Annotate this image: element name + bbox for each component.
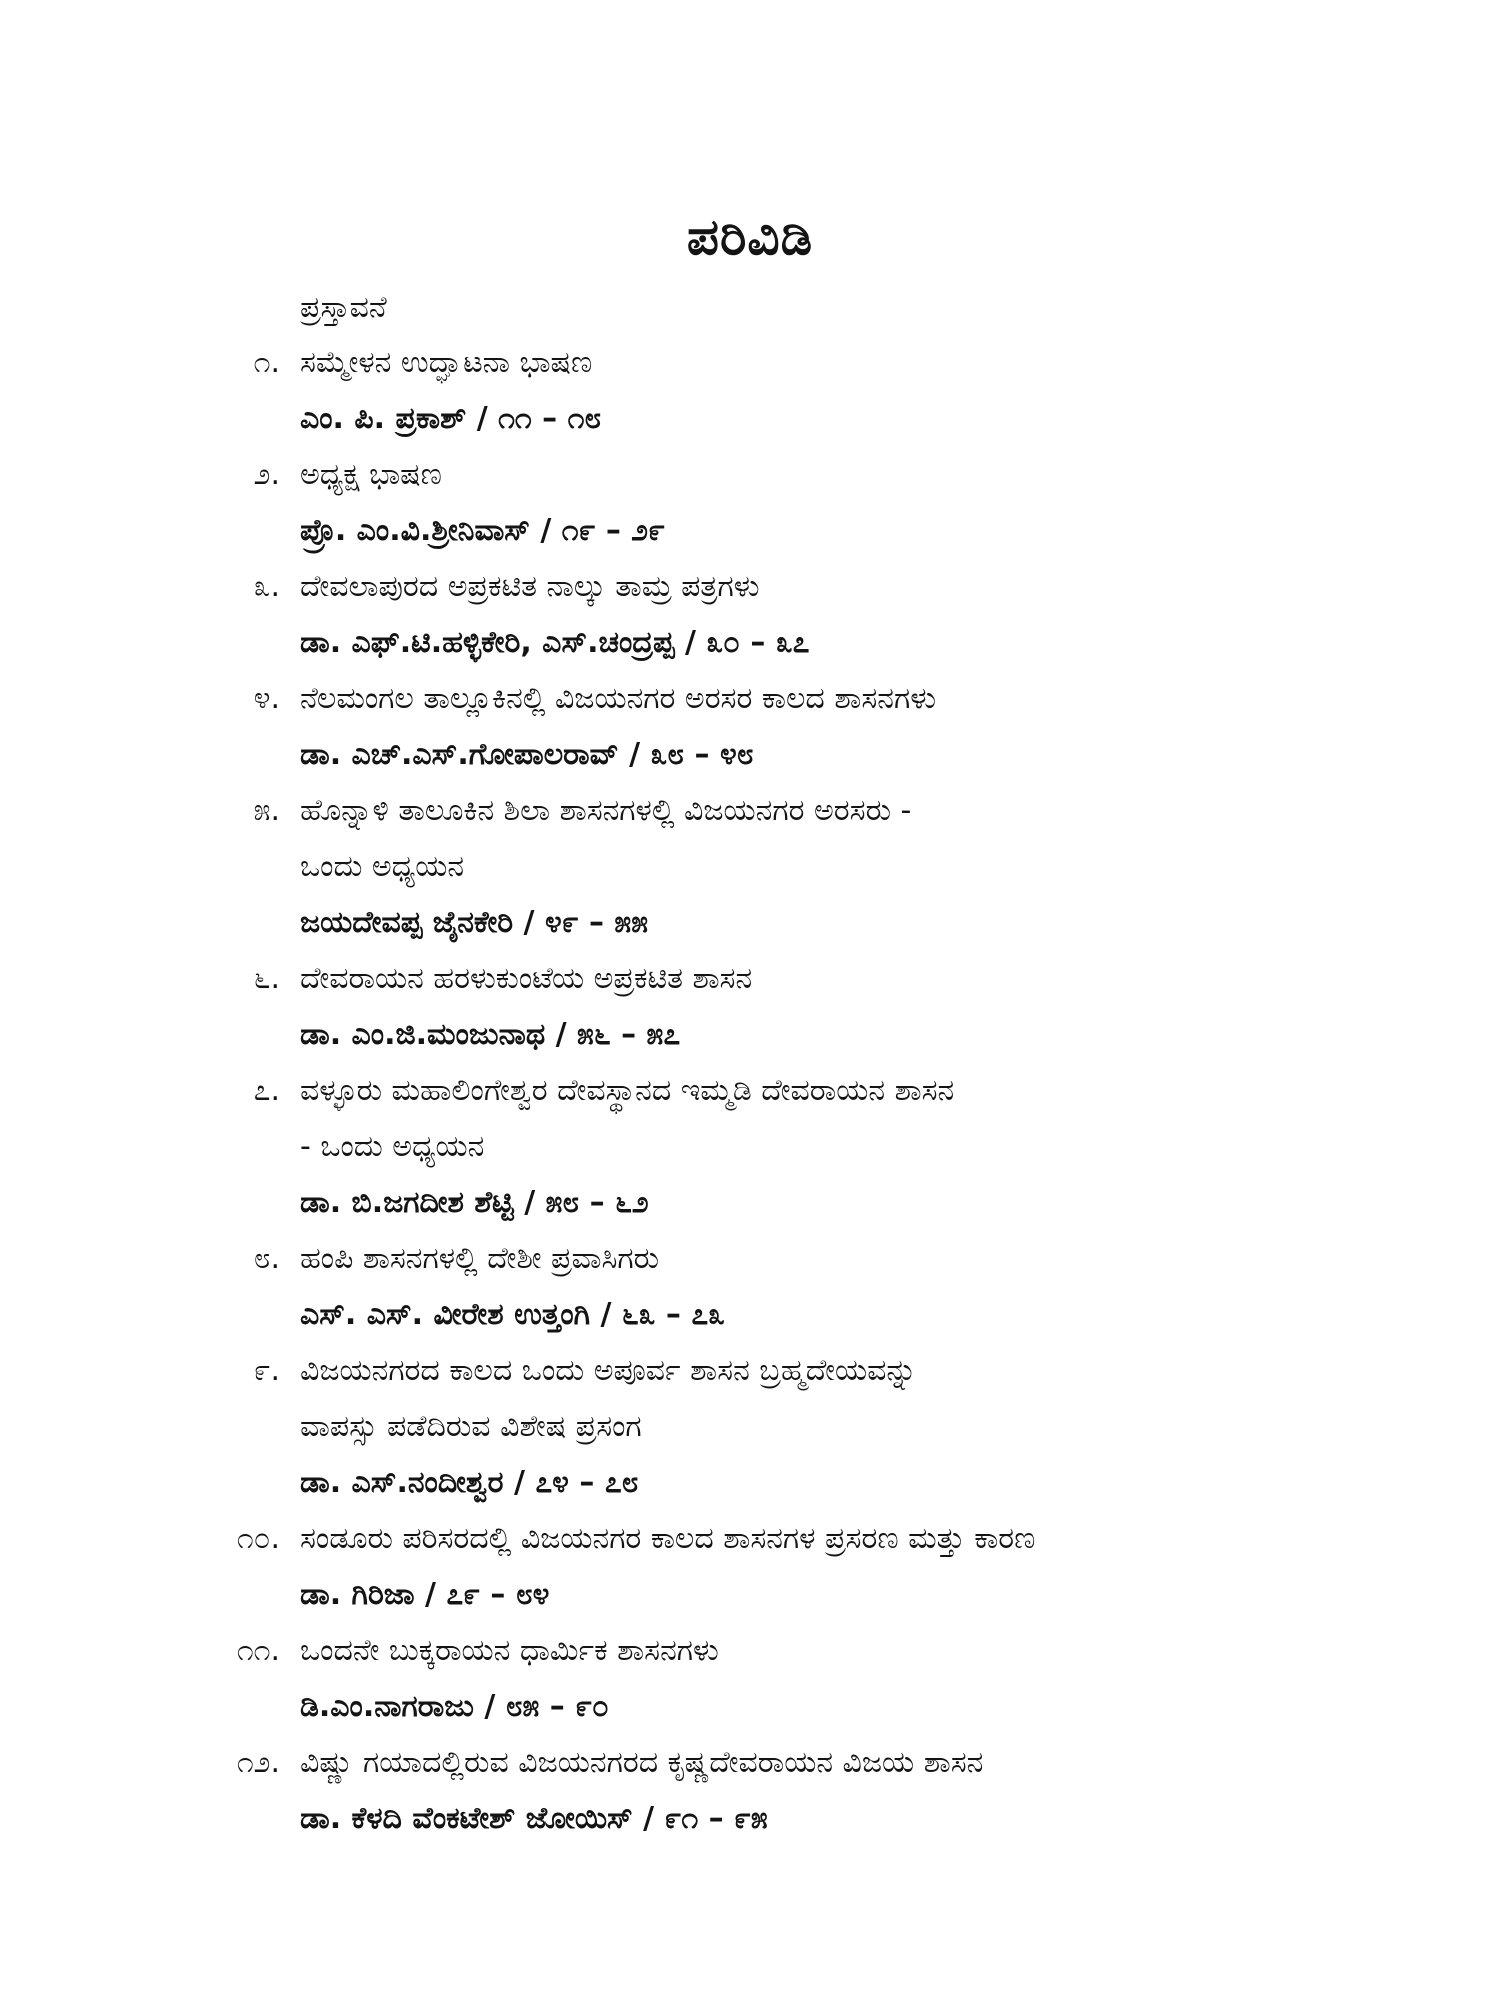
entry-author-pages: ಎಸ್. ಎಸ್. ವೀರೇಶ ಉತ್ತಂಗಿ / ೬೩ – ೭೩ bbox=[300, 1297, 725, 1332]
entry-number: ೫. bbox=[253, 793, 280, 828]
entry-title: ದೇವಲಾಪುರದ ಅಪ್ರಕಟಿತ ನಾಲ್ಕು ತಾಮ್ರ ಪತ್ರಗಳು bbox=[300, 569, 760, 604]
entry-number: ೧. bbox=[253, 345, 280, 380]
entry-title: ಸಂಡೂರು ಪರಿಸರದಲ್ಲಿ ವಿಜಯನಗರ ಕಾಲದ ಶಾಸನಗಳ ಪ್ರಸರಣ ಮತ್ತು ಕಾರಣ bbox=[300, 1521, 1036, 1556]
entry-number: ೩. bbox=[253, 569, 280, 604]
entry-number: ೬. bbox=[253, 961, 280, 996]
entry-number: ೮. bbox=[253, 1241, 280, 1276]
entry-title: ಹಂಪಿ ಶಾಸನಗಳಲ್ಲಿ ದೇಶೀ ಪ್ರವಾಸಿಗರು bbox=[300, 1241, 660, 1276]
entry-number: ೪. bbox=[253, 681, 280, 716]
entry-title: ವಿಷ್ಣು ಗಯಾದಲ್ಲಿರುವ ವಿಜಯನಗರದ ಕೃಷ್ಣದೇವರಾಯನ ವಿಜಯ ಶಾಸನ bbox=[300, 1745, 984, 1780]
entry-author-pages: ಪ್ರೊ. ಎಂ.ವಿ.ಶ್ರೀನಿವಾಸ್ / ೧೯ – ೨೯ bbox=[300, 513, 665, 548]
entry-number: ೧೨. bbox=[236, 1745, 280, 1780]
entry-author-pages: ಡಾ. ಕೆಳದಿ ವೆಂಕಟೇಶ್ ಜೋಯಿಸ್ / ೯೧ – ೯೫ bbox=[300, 1801, 768, 1836]
entry-number: ೧೧. bbox=[236, 1633, 280, 1668]
entry-author-pages: ಎಂ. ಪಿ. ಪ್ರಕಾಶ್ / ೧೧ – ೧೮ bbox=[300, 401, 602, 436]
entry-number: ೯. bbox=[253, 1353, 280, 1388]
entry-title: ದೇವರಾಯನ ಹರಳುಕುಂಟೆಯ ಅಪ್ರಕಟಿತ ಶಾಸನ bbox=[300, 961, 753, 996]
entry-title: - ಒಂದು ಅಧ್ಯಯನ bbox=[300, 1129, 485, 1164]
entry-author-pages: ಡಾ. ಬಿ.ಜಗದೀಶ ಶೆಟ್ಟಿ / ೫೮ – ೬೨ bbox=[300, 1185, 649, 1220]
entry-author-pages: ಡಿ.ಎಂ.ನಾಗರಾಜು / ೮೫ – ೯೦ bbox=[300, 1689, 609, 1724]
entry-title: ವಿಜಯನಗರದ ಕಾಲದ ಒಂದು ಅಪೂರ್ವ ಶಾಸನ ಬ್ರಹ್ಮದೇಯವನ್ನು bbox=[300, 1353, 917, 1388]
entry-author-pages: ಡಾ. ಎಫ್.ಟಿ.ಹಳ್ಳಿಕೇರಿ, ಎಸ್.ಚಂದ್ರಪ್ಪ / ೩೦ – ೩೭ bbox=[300, 625, 810, 660]
entry-title: ಅಧ್ಯಕ್ಷ ಭಾಷಣ bbox=[300, 457, 442, 492]
entry-number: ೭. bbox=[253, 1073, 280, 1108]
entry-title: ಒಂದನೇ ಬುಕ್ಕರಾಯನ ಧಾರ್ಮಿಕ ಶಾಸನಗಳು bbox=[300, 1633, 719, 1668]
entry-number: ೨. bbox=[253, 457, 280, 492]
entry-number: ೧೦. bbox=[236, 1521, 280, 1556]
page-title: ಪರಿವಿಡಿ bbox=[686, 208, 814, 266]
entry-title: ಒಂದು ಅಧ್ಯಯನ bbox=[300, 849, 465, 884]
entry-title: ವಾಪಸ್ಸು ಪಡೆದಿರುವ ವಿಶೇಷ ಪ್ರಸಂಗ bbox=[300, 1409, 642, 1444]
entry-author-pages: ಡಾ. ಗಿರಿಜಾ / ೭೯ – ೮೪ bbox=[300, 1577, 550, 1612]
entry-author-pages: ಡಾ. ಎಚ್.ಎಸ್.ಗೋಪಾಲರಾವ್ / ೩೮ – ೪೮ bbox=[300, 737, 754, 772]
entry-title: ಸಮ್ಮೇಳನ ಉದ್ಘಾಟನಾ ಭಾಷಣ bbox=[300, 345, 593, 380]
entry-author-pages: ಡಾ. ಎಸ್.ನಂದೀಶ್ವರ / ೭೪ – ೭೮ bbox=[300, 1465, 639, 1500]
preface-label: ಪ್ರಸ್ತಾವನೆ bbox=[300, 290, 387, 325]
entry-title: ವಳ್ಳೂರು ಮಹಾಲಿಂಗೇಶ್ವರ ದೇವಸ್ಥಾನದ ಇಮ್ಮಡಿ ದೇವರಾಯನ ಶಾಸನ bbox=[300, 1073, 955, 1108]
entry-author-pages: ಡಾ. ಎಂ.ಜಿ.ಮಂಜುನಾಥ / ೫೬ – ೫೭ bbox=[300, 1017, 681, 1052]
entry-title: ಹೊನ್ನಾಳಿ ತಾಲೂಕಿನ ಶಿಲಾ ಶಾಸನಗಳಲ್ಲಿ ವಿಜಯನಗರ ಅರಸರು - bbox=[300, 793, 912, 828]
entry-title: ನೆಲಮಂಗಲ ತಾಲ್ಲೂಕಿನಲ್ಲಿ ವಿಜಯನಗರ ಅರಸರ ಕಾಲದ ಶಾಸನಗಳು bbox=[300, 681, 937, 716]
entry-author-pages: ಜಯದೇವಪ್ಪ ಜೈನಕೇರಿ / ೪೯ – ೫೫ bbox=[300, 905, 649, 940]
